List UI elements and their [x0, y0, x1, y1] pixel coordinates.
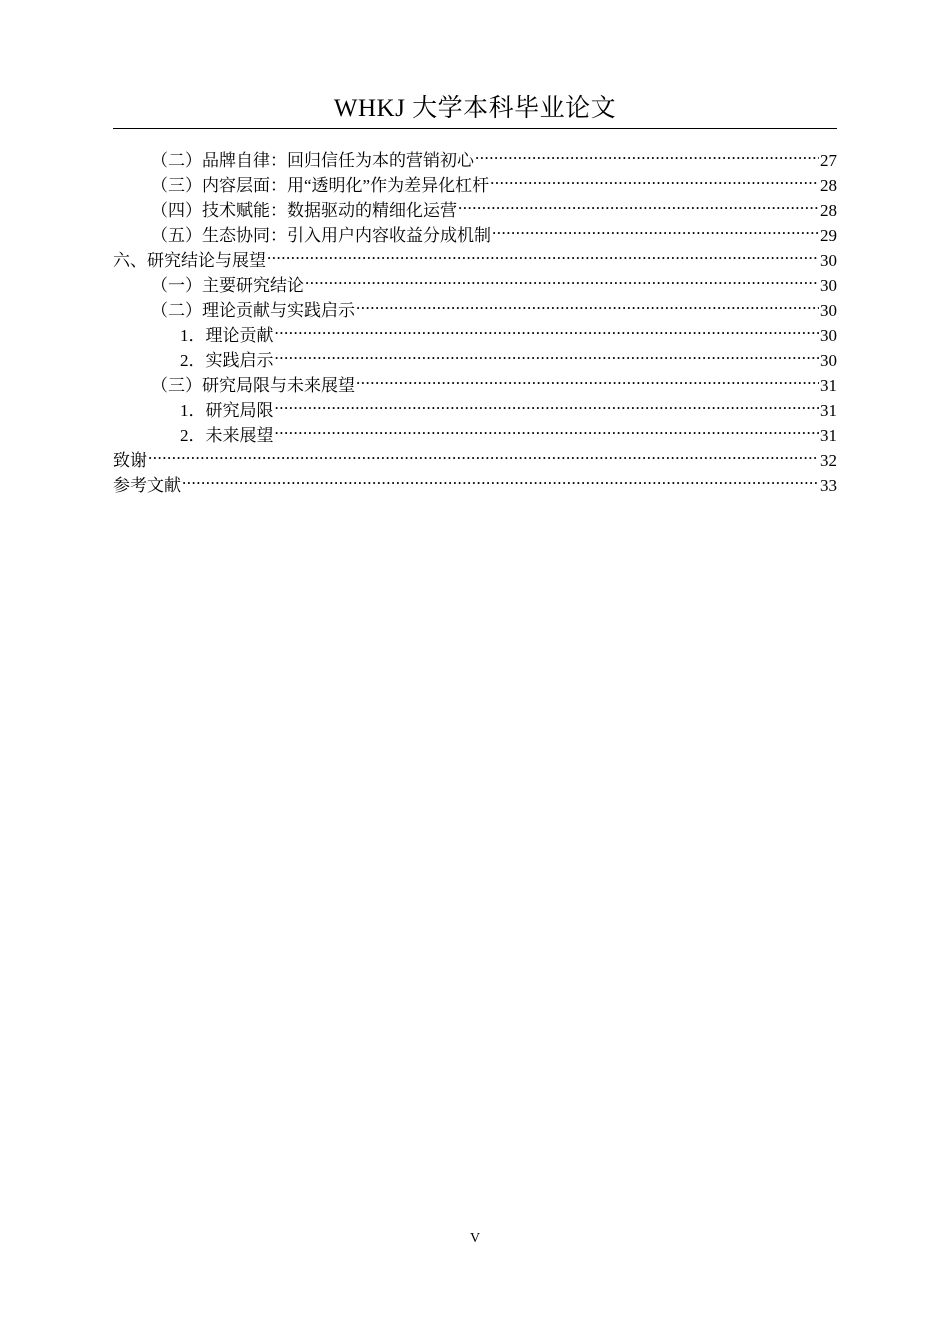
toc-entry-label: 致谢	[113, 451, 147, 470]
toc-dot-leader	[356, 366, 819, 391]
toc-entry-page: 30	[820, 326, 837, 345]
toc-dot-leader	[275, 341, 820, 366]
table-of-contents	[113, 141, 837, 495]
toc-entry-page: 31	[820, 401, 837, 420]
toc-dot-leader	[275, 316, 820, 341]
toc-entry-page: 29	[820, 226, 837, 245]
page-header	[113, 92, 837, 129]
toc-entry-label: 2．实践启示	[180, 351, 274, 370]
toc-entry-label: （五）生态协同：引入用户内容收益分成机制	[151, 226, 491, 245]
toc-entry-page: 30	[820, 251, 837, 270]
toc-entry-label: （三）内容层面：用“透明化”作为差异化杠杆	[151, 176, 490, 195]
toc-entry-label: 参考文献	[113, 476, 181, 495]
toc-dot-leader	[148, 441, 819, 466]
toc-entry-label: （二）理论贡献与实践启示	[151, 301, 355, 320]
toc-entry-label: （四）技术赋能：数据驱动的精细化运营	[151, 201, 457, 220]
toc-entry-page: 28	[820, 176, 837, 195]
toc-dot-leader	[305, 266, 819, 291]
toc-entry-label: （一）主要研究结论	[151, 276, 304, 295]
toc-entry-label: 2．未来展望	[180, 426, 274, 445]
toc-entry-page: 27	[820, 151, 837, 170]
header-title: WHKJ 大学本科毕业论文	[333, 95, 617, 122]
toc-dot-leader	[267, 241, 819, 266]
toc-dot-leader	[490, 166, 819, 191]
toc-entry-page: 30	[820, 351, 837, 370]
toc-dot-leader	[458, 191, 819, 216]
toc-entry[interactable]	[113, 441, 837, 470]
toc-entry-page: 31	[820, 376, 837, 395]
toc-dot-leader	[182, 466, 819, 491]
toc-entry-label: 1．研究局限	[180, 401, 274, 420]
toc-entry-page: 32	[820, 451, 837, 470]
toc-entry-label: 1．理论贡献	[180, 326, 274, 345]
toc-dot-leader	[356, 291, 819, 316]
toc-dot-leader	[475, 141, 819, 166]
toc-entry-page: 31	[820, 426, 837, 445]
toc-entry-label: 六、研究结论与展望	[113, 251, 266, 270]
toc-entry-page: 28	[820, 201, 837, 220]
toc-dot-leader	[275, 416, 820, 441]
toc-entry-label: （三）研究局限与未来展望	[151, 376, 355, 395]
toc-entry-label: （二）品牌自律：回归信任为本的营销初心	[151, 151, 474, 170]
page-number: V	[469, 1231, 481, 1246]
toc-entry-page: 30	[820, 301, 837, 320]
toc-entry-page: 33	[820, 476, 837, 495]
toc-entry[interactable]	[113, 141, 837, 170]
toc-entry[interactable]	[113, 466, 837, 495]
toc-dot-leader	[492, 216, 819, 241]
toc-entry-page: 30	[820, 276, 837, 295]
toc-dot-leader	[275, 391, 820, 416]
